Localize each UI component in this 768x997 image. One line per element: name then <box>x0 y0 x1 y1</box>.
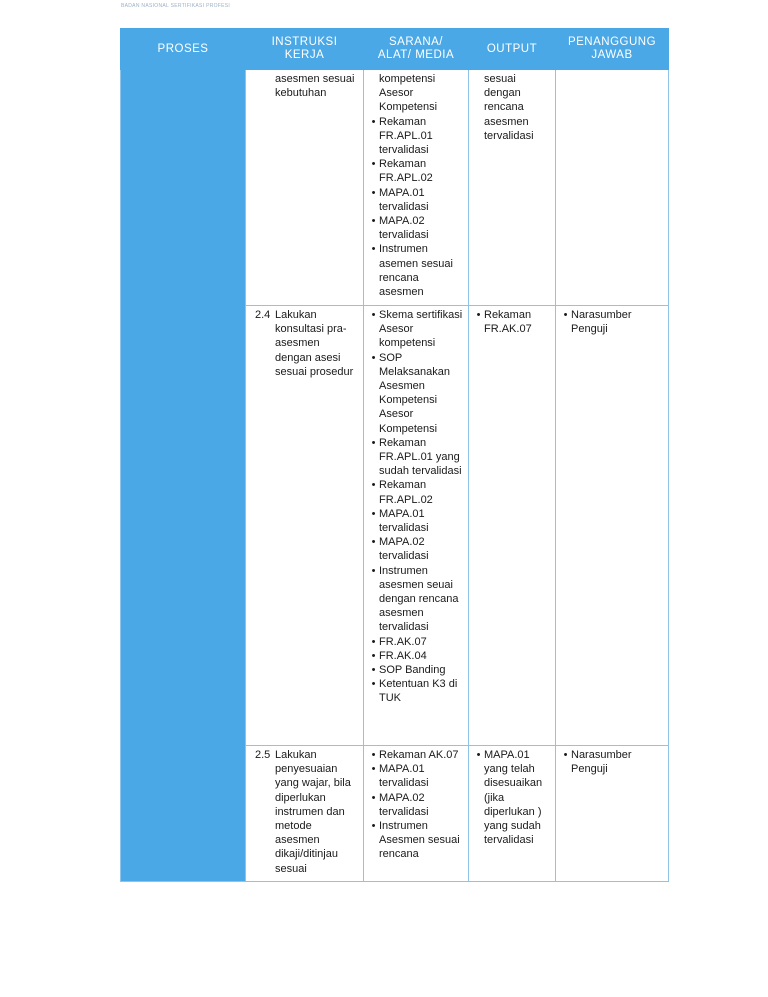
instruksi-text <box>246 746 363 878</box>
sarana-text <box>364 70 468 301</box>
bullet-mark: • <box>371 309 376 321</box>
header-note: BADAN NASIONAL SERTIFIKASI PROFESI <box>121 3 231 9</box>
list-item-text: Rekaman FR.APL.02 <box>379 158 433 185</box>
output-continuation <box>473 72 551 143</box>
bullet-mark: • <box>371 664 376 677</box>
output-text <box>469 746 555 849</box>
sarana-line: Asesor <box>379 87 414 100</box>
list-item <box>368 214 464 242</box>
penanggung-jawab-text <box>556 70 668 74</box>
list-item <box>368 507 464 535</box>
bullet-mark: • <box>371 564 376 577</box>
list-item-text: FR.AK.04 <box>379 649 427 662</box>
bullet-mark: • <box>371 678 376 691</box>
list-item <box>368 791 464 819</box>
list-item-text: Rekaman AK.07 <box>379 749 459 761</box>
bullet-list <box>368 748 464 862</box>
list-item-text: FR.AK.07 <box>379 635 427 648</box>
bullet-mark: • <box>371 351 376 364</box>
penanggung-jawab-cell <box>556 70 669 306</box>
step-text <box>275 308 359 379</box>
list-item-text: Skema sertifikasi Asesor kompetensi <box>379 309 463 350</box>
list-item <box>368 762 464 790</box>
step-line: dikaji/ditinjau <box>275 848 338 861</box>
output-text <box>469 306 555 338</box>
col-header-sarana: SARANA/ ALAT/ MEDIA <box>364 29 469 70</box>
bullet-mark: • <box>371 243 376 256</box>
step-line: asesmen <box>275 834 320 847</box>
step-line: sesuai <box>275 862 307 875</box>
bullet-mark: • <box>371 763 376 776</box>
bullet-mark: • <box>563 309 568 321</box>
output-cell <box>469 306 556 746</box>
step-line: kebutuhan <box>275 87 327 100</box>
list-item-text: MAPA.02 tervalidasi <box>379 215 429 242</box>
instruksi-cell <box>246 746 364 882</box>
step-line: dengan asesi <box>275 351 341 364</box>
list-item <box>368 535 464 563</box>
penanggung-jawab-text <box>556 306 668 338</box>
list-item <box>473 308 551 336</box>
penanggung-jawab-cell <box>556 306 669 746</box>
bullet-list <box>368 115 464 300</box>
sarana-text <box>364 746 468 864</box>
bullet-mark: • <box>476 749 481 761</box>
output-line: sesuai <box>484 73 516 85</box>
sarana-line: Kompetensi <box>379 101 438 114</box>
list-item <box>368 564 464 635</box>
step-line: Lakukan <box>275 309 317 321</box>
col-header-instruksi: INSTRUKSI KERJA <box>246 29 364 70</box>
list-item <box>368 186 464 214</box>
list-item-text: MAPA.02 tervalidasi <box>379 536 429 563</box>
list-item <box>368 478 464 506</box>
instruksi-text <box>246 70 363 102</box>
output-line: rencana <box>484 101 524 114</box>
instruksi-cell <box>246 306 364 746</box>
bullet-mark: • <box>371 436 376 449</box>
bullet-mark: • <box>371 479 376 492</box>
list-item-text: Instrumen asesmen seuai dengan rencana asesmen tervalidasi <box>379 564 459 634</box>
list-item <box>560 308 664 336</box>
output-line: tervalidasi <box>484 129 534 142</box>
list-item <box>560 748 664 776</box>
step-text <box>275 748 359 876</box>
list-item <box>473 748 551 847</box>
list-item <box>368 748 464 762</box>
list-item <box>368 819 464 862</box>
step-number: 2.4 <box>255 309 271 321</box>
bullet-mark: • <box>371 820 376 833</box>
list-item <box>368 351 464 436</box>
table-header-row <box>121 29 669 70</box>
step-line: konsultasi pra- <box>275 323 347 336</box>
sarana-cell <box>364 306 469 746</box>
penanggung-jawab-cell <box>556 746 669 882</box>
col-header-proses: PROSES <box>121 29 246 70</box>
sop-table <box>120 28 669 882</box>
output-cell <box>469 70 556 306</box>
list-item <box>368 677 464 705</box>
bullet-list <box>368 308 464 706</box>
bullet-mark: • <box>371 749 376 761</box>
step-line: penyesuaian <box>275 763 338 776</box>
list-item-text: MAPA.01 tervalidasi <box>379 186 429 213</box>
list-item-text: Instrumen Asesmen sesuai rencana <box>379 820 460 861</box>
list-item-text: MAPA.01 tervalidasi <box>379 507 429 535</box>
bullet-list <box>560 308 664 336</box>
list-item <box>368 649 464 663</box>
step-line: Lakukan <box>275 749 317 761</box>
step-line: sesuai prosedur <box>275 365 354 378</box>
bullet-mark: • <box>476 309 481 321</box>
list-item-text: Ketentuan K3 di TUK <box>379 678 458 705</box>
list-item-text: Narasumber Penguji <box>571 309 632 336</box>
instruksi-cell <box>246 70 364 306</box>
step-continuation <box>250 72 359 100</box>
bullet-mark: • <box>563 749 568 761</box>
bullet-mark: • <box>371 186 376 199</box>
list-item-text: SOP Melaksanakan Asesmen Kompetensi Asesor Kompetensi <box>379 351 450 435</box>
step <box>250 308 359 379</box>
list-item-text: MAPA.01 yang telah disesuaikan (jika diperlukan ) yang sudah tervalidasi <box>484 749 543 847</box>
list-item-text: MAPA.02 tervalidasi <box>379 791 429 818</box>
list-item-text: Rekaman FR.APL.02 <box>379 479 433 506</box>
bullet-mark: • <box>371 115 376 128</box>
bullet-list <box>473 308 551 336</box>
sarana-line: kompetensi <box>379 73 436 85</box>
list-item <box>368 436 464 479</box>
output-line: dengan <box>484 87 521 100</box>
step-line: asesmen sesuai <box>275 73 355 85</box>
list-item-text: Rekaman FR.AK.07 <box>484 309 532 336</box>
bullet-list <box>473 748 551 847</box>
step-line: asesmen <box>275 337 320 350</box>
list-item-text: Instrumen asemen sesuai rencana asesmen <box>379 243 453 299</box>
step-line: yang wajar, bila <box>275 777 351 790</box>
step-line: metode <box>275 820 312 833</box>
list-item <box>368 663 464 677</box>
step-number: 2.5 <box>255 749 271 761</box>
bullet-mark: • <box>371 635 376 648</box>
output-line: asesmen <box>484 115 529 128</box>
step-line: instrumen dan <box>275 805 345 818</box>
list-item <box>368 157 464 185</box>
sarana-text <box>364 306 468 708</box>
bullet-mark: • <box>371 215 376 228</box>
list-item <box>368 635 464 649</box>
list-item-text: Narasumber Penguji <box>571 749 632 776</box>
list-item <box>368 115 464 158</box>
instruksi-text <box>246 306 363 381</box>
sarana-continuation <box>368 72 464 115</box>
bullet-mark: • <box>371 791 376 804</box>
col-header-penanggung-jawab: PENANGGUNG JAWAB <box>556 29 669 70</box>
step-line: diperlukan <box>275 791 326 804</box>
col-header-output: OUTPUT <box>469 29 556 70</box>
bullet-mark: • <box>371 649 376 662</box>
table-row <box>121 70 669 306</box>
output-text <box>469 70 555 145</box>
output-cell <box>469 746 556 882</box>
list-item <box>368 308 464 351</box>
list-item-text: Rekaman FR.APL.01 yang sudah tervalidasi <box>379 436 462 478</box>
bullet-list <box>560 748 664 776</box>
sarana-cell <box>364 746 469 882</box>
bullet-mark: • <box>371 158 376 171</box>
bullet-mark: • <box>371 507 376 520</box>
list-item-text: SOP Banding <box>379 664 446 677</box>
penanggung-jawab-text <box>556 746 668 778</box>
list-item <box>368 242 464 299</box>
proses-cell <box>121 70 246 882</box>
list-item-text: Rekaman FR.APL.01 tervalidasi <box>379 115 433 157</box>
sarana-cell <box>364 70 469 306</box>
list-item-text: MAPA.01 tervalidasi <box>379 763 429 790</box>
step <box>250 748 359 876</box>
bullet-mark: • <box>371 536 376 549</box>
